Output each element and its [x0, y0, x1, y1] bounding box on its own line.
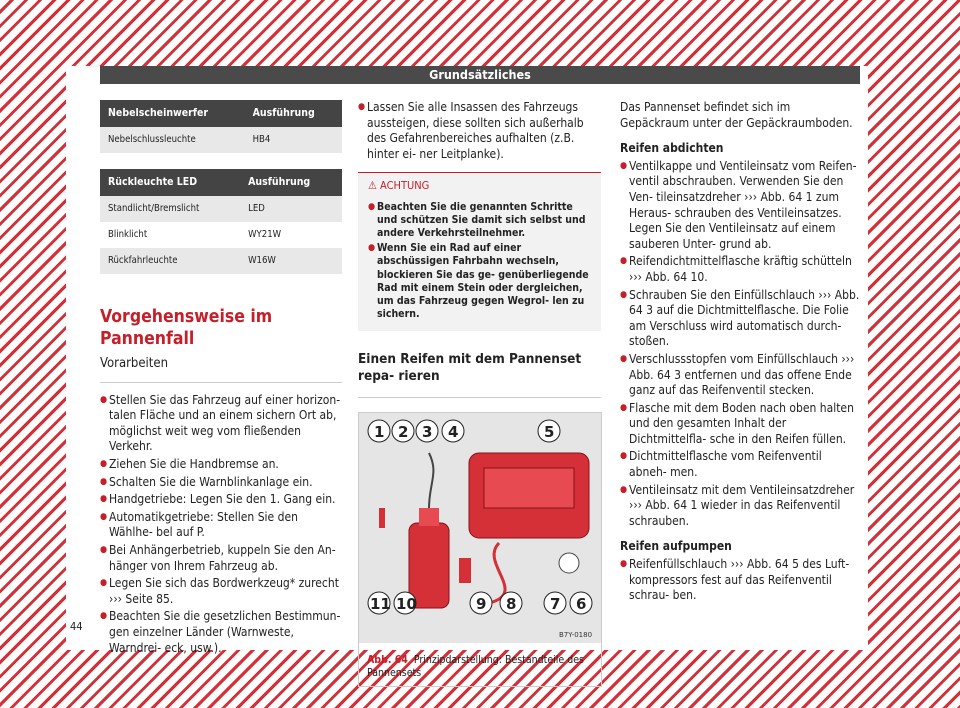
table-header: Ausführung	[240, 169, 342, 196]
svg-text:4: 4	[448, 423, 459, 442]
svg-text:10: 10	[396, 595, 417, 614]
warning-box	[358, 172, 601, 331]
subsection-title: Vorarbeiten	[100, 356, 342, 383]
svg-text:9: 9	[476, 595, 487, 614]
list-item: ● Ventileinsatz mit dem Ventileinsatzdreher ››› Abb. 64 1 wieder in das Reifenventil schrauben.	[620, 483, 860, 530]
table-header: Ausführung	[245, 100, 342, 127]
figure	[358, 412, 602, 687]
table-cell: HB4	[245, 127, 342, 153]
table-cell: Nebelschlussleuchte	[100, 127, 245, 153]
list-item: ● Beachten Sie die gesetzlichen Bestimmun- gen einzelner Länder (Warnweste, Warndrei- eck, usw.).	[100, 609, 342, 656]
table-header: Rückleuchte LED	[100, 169, 240, 196]
list-item: ● Reifenfüllschlauch ››› Abb. 64 5 des Luft- kompressors fest auf das Reifenventil schrau- ben.	[620, 557, 860, 604]
callout-6	[570, 592, 592, 614]
warning-item: ● Beachten Sie die genannten Schritte und schützen Sie damit sich selbst und andere Verkehrsteilnehmer.	[368, 201, 591, 241]
table-rear-lights	[100, 169, 342, 274]
svg-text:2: 2	[398, 423, 409, 442]
section-title: Vorgehensweise im Pannenfall	[100, 307, 273, 349]
figure-code: B7Y-0180	[559, 631, 593, 640]
callout-7	[544, 592, 566, 614]
svg-text:7: 7	[550, 595, 561, 614]
list-item: ● Legen Sie sich das Bordwerkzeug* zurecht ››› Seite 85.	[100, 576, 342, 607]
svg-text:8: 8	[506, 595, 517, 614]
list-item: ● Automatikgetriebe: Stellen Sie den Wählhe- bel auf P.	[100, 510, 342, 541]
figure-caption-text: Prinzipdarstellung: Bestandteile des Pannensets	[367, 654, 584, 679]
callout-5	[538, 420, 560, 442]
subheading-seal: Reifen abdichten	[620, 141, 724, 156]
list-item: ● Schrauben Sie den Einfüllschlauch ››› Abb. 64 3 auf die Dichtmittelflasche. Die Folie am Verschluss wird automatisch durch- stoßen.	[620, 288, 860, 350]
svg-text:11: 11	[370, 595, 391, 614]
callout-11	[368, 592, 391, 614]
svg-text:1: 1	[374, 423, 385, 442]
list-item: ● Ventilkappe und Ventileinsatz vom Reifen- ventil abschrauben. Verwenden Sie den Ven- tileinsatzdreher ››› Abb. 64 1 zum Heraus- schrauben des Ventileinsatzes. Legen Sie den Ventileinsatz auf einem sauberen Unter- grund ab.	[620, 159, 860, 253]
subheading-inflate: Reifen aufpumpen	[620, 539, 732, 554]
list-item: ● Stellen Sie das Fahrzeug auf einer horizon- talen Fläche und an einem sichern Ort ab, möglichst weit weg vom fließenden Verkehr.	[100, 393, 342, 455]
warning-item: ● Wenn Sie ein Rad auf einer abschüssigen Fahrbahn wechseln, blockieren Sie das ge- genüberliegende Rad mit einem Stein oder dergleichen, um das Fahrzeug gegen Wegrol- len zu sichern.	[368, 242, 591, 321]
callout-9	[470, 592, 492, 614]
column-1	[100, 100, 342, 658]
list-item: ● Ziehen Sie die Handbremse an.	[100, 457, 342, 473]
list-item: ● Reifendichtmittelflasche kräftig schütteln ››› Abb. 64 10.	[620, 254, 860, 285]
column-3	[620, 100, 860, 606]
warning-title: ⚠ ACHTUNG	[368, 179, 430, 193]
table-fog-lights	[100, 100, 342, 153]
list-item: ● Handgetriebe: Legen Sie den 1. Gang ein.	[100, 492, 342, 508]
list-item: ● Bei Anhängerbetrieb, kuppeln Sie den An- hänger von Ihrem Fahrzeug ab.	[100, 543, 342, 574]
list-item: ● Verschlussstopfen vom Einfüllschlauch ››› Abb. 64 3 entfernen und das offene Ende ganz auf das Reifenventil stecken.	[620, 352, 860, 399]
table-cell: LED	[240, 196, 342, 222]
section-2-title: Einen Reifen mit dem Pannenset repa- rieren	[358, 351, 582, 385]
svg-text:5: 5	[544, 423, 555, 442]
repair-kit-illustration	[359, 413, 601, 643]
table-cell: Rückfahrleuchte	[100, 248, 240, 274]
page-number: 44	[70, 620, 83, 633]
callout-3	[416, 420, 438, 442]
table-cell: W16W	[240, 248, 342, 274]
table-cell: Standlicht/Bremslicht	[100, 196, 240, 222]
steps-list	[100, 393, 342, 657]
callout-4	[442, 420, 464, 442]
list-item: ● Lassen Sie alle Insassen des Fahrzeugs aussteigen, diese sollten sich außerhalb des Gefahrenbereiches aufhalten (z.B. hinter ei- ner Leitplanke).	[358, 100, 601, 162]
intro-text: Das Pannenset befindet sich im Gepäckraum unter der Gepäckraumboden.	[620, 100, 853, 130]
callout-1	[368, 420, 390, 442]
section-2	[358, 351, 601, 398]
column-2	[358, 100, 601, 687]
callout-8	[500, 592, 522, 614]
page-header: Grundsätzliches	[100, 66, 860, 84]
svg-text:6: 6	[576, 595, 587, 614]
list-item: ● Schalten Sie die Warnblinkanlage ein.	[100, 475, 342, 491]
table-cell: WY21W	[240, 222, 342, 248]
callout-2	[392, 420, 414, 442]
table-header: Nebelscheinwerfer	[100, 100, 245, 127]
callout-10	[394, 592, 417, 614]
list-item: ● Flasche mit dem Boden nach oben halten und den gesamten Inhalt der Dichtmittelfla- sche in den Reifen füllen.	[620, 401, 860, 448]
table-cell: Blinklicht	[100, 222, 240, 248]
warning-label: ACHTUNG	[380, 179, 430, 193]
svg-text:3: 3	[422, 423, 433, 442]
list-item: ● Dichtmittelflasche vom Reifenventil abneh- men.	[620, 449, 860, 480]
figure-label: Abb. 64	[367, 654, 408, 666]
figure-caption	[359, 648, 601, 686]
